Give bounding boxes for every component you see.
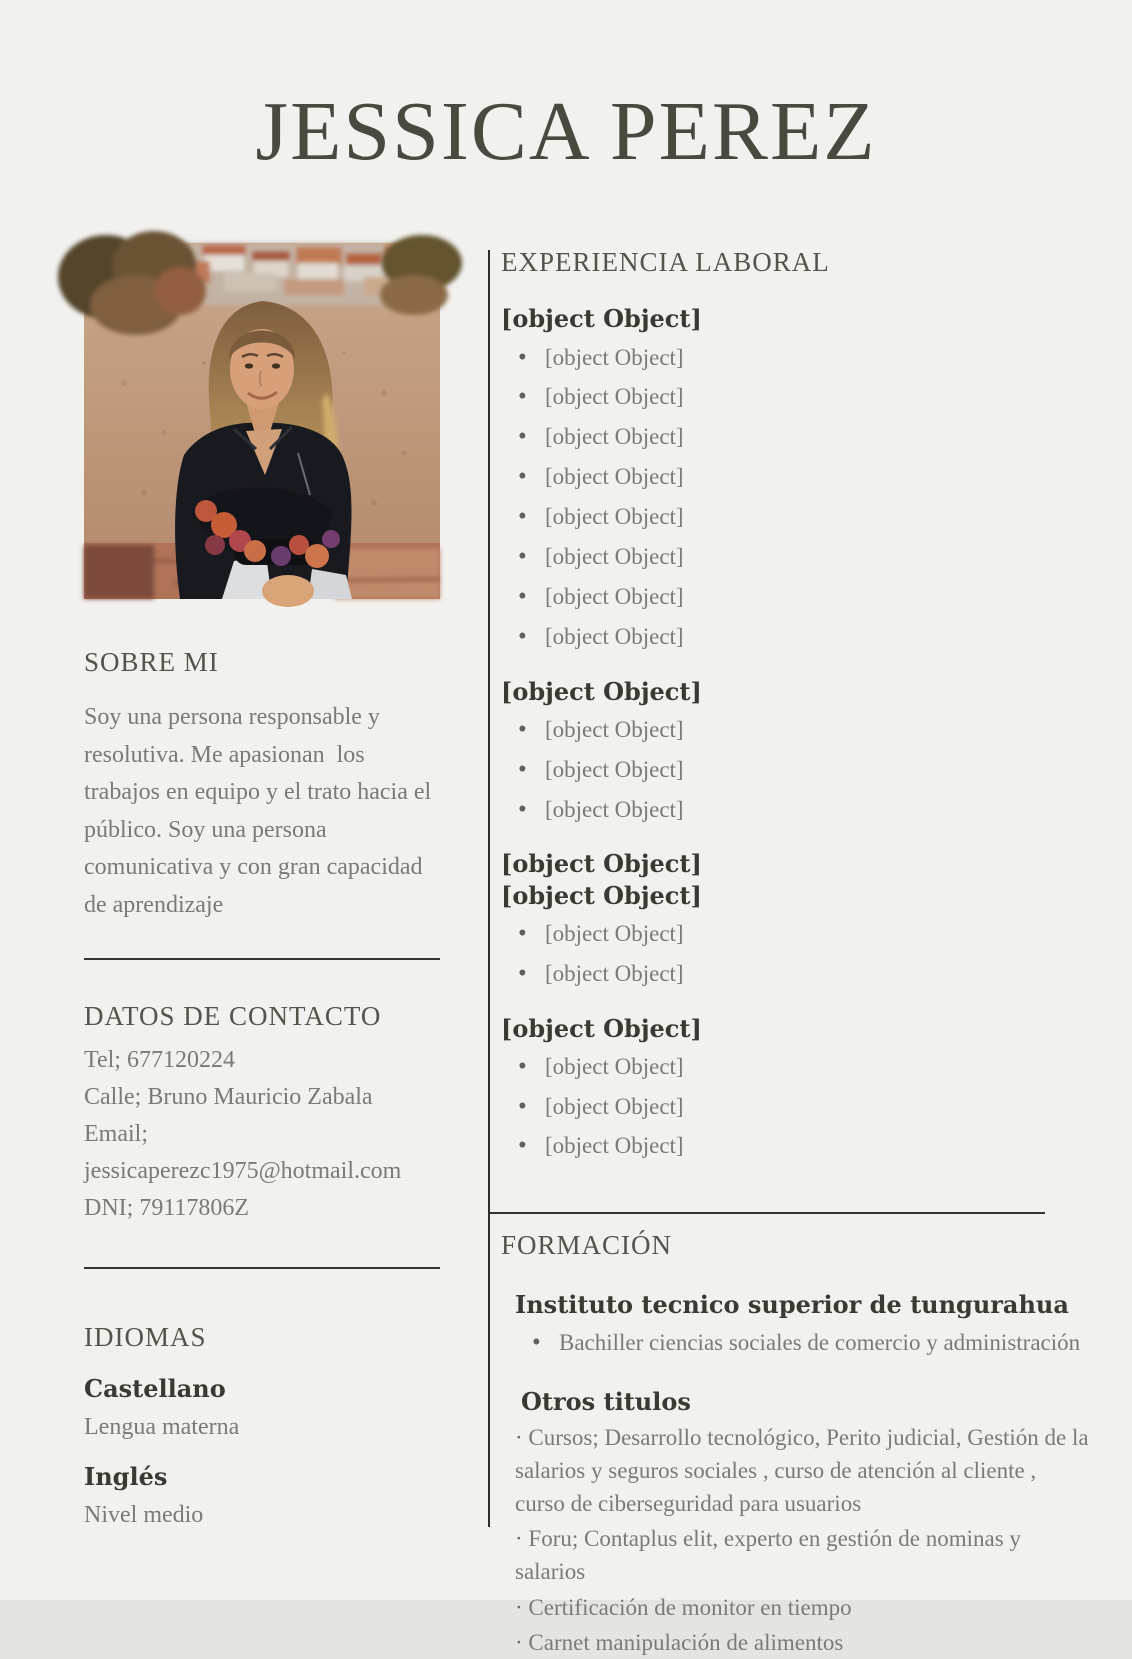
jobs-list (501, 303, 1091, 1163)
middot-icon: · (515, 1424, 523, 1450)
language-item (84, 1462, 440, 1530)
job-bullets (501, 714, 1091, 827)
job-bullet (501, 1051, 1091, 1084)
other-title-item (501, 1522, 1091, 1588)
other-title-item (501, 1626, 1091, 1659)
languages-heading: IDIOMAS (84, 1322, 207, 1353)
bullet-dot-icon: • (518, 503, 527, 531)
job-bullet (501, 1130, 1091, 1163)
contact-line: Calle; Bruno Mauricio Zabala (84, 1084, 373, 1111)
contact-line: Tel; 677120224 (84, 1047, 235, 1074)
education-section (501, 1229, 1095, 1658)
job-bullet-text: [object Object] (545, 1133, 684, 1159)
job-bullet-text: [object Object] (545, 583, 684, 609)
experience-heading: EXPERIENCIA LABORAL (501, 247, 830, 277)
job-bullet-text: [object Object] (545, 1093, 684, 1119)
middot-icon: · (515, 1629, 523, 1655)
contact-list (84, 1042, 440, 1227)
job-bullet-text: [object Object] (545, 1053, 684, 1079)
job-bullet (501, 501, 1091, 534)
left-divider-2 (84, 1267, 440, 1269)
job-bullet (501, 794, 1091, 827)
job-title (501, 848, 1091, 910)
job-bullet-text: [object Object] (545, 344, 684, 370)
experience-section (501, 246, 1091, 1163)
middot-icon: · (515, 1594, 523, 1620)
job-title-line: [object Object] (501, 849, 702, 879)
about-text: Soy una persona responsable y resolutiva. Me apasionan los trabajos en equipo y el trato hacia el público. Soy una persona comunicativa y con gran capacidad de aprendizaje (84, 704, 438, 918)
other-title-text: Foru; Contaplus elit, experto en gestión de nominas y salarios (515, 1526, 1027, 1585)
job-bullet (501, 621, 1091, 654)
job-title (501, 1013, 1091, 1044)
job-bullet-text: [object Object] (545, 796, 684, 822)
bullet-dot-icon: • (518, 423, 527, 451)
language-name: Inglés (84, 1461, 168, 1491)
bullet-dot-icon: • (518, 1052, 527, 1080)
job-title-line: [object Object] (501, 880, 702, 910)
job-bullet-text: [object Object] (545, 960, 684, 986)
job-bullet (501, 342, 1091, 375)
bullet-dot-icon: • (518, 542, 527, 570)
right-divider (489, 1212, 1045, 1214)
profile-photo (84, 243, 440, 599)
job-bullets (501, 342, 1091, 654)
job-bullet-text: [object Object] (545, 623, 684, 649)
job-bullet-text: [object Object] (545, 716, 684, 742)
job-title-line: [object Object] (501, 304, 702, 334)
other-titles-list (501, 1421, 1095, 1659)
job-bullet-text: [object Object] (545, 543, 684, 569)
left-divider-1 (84, 958, 440, 960)
education-bullet (515, 1327, 1091, 1360)
left-column (84, 243, 440, 1530)
job-bullet (501, 1091, 1091, 1124)
contact-section (84, 1000, 440, 1227)
job-bullet (501, 581, 1091, 614)
job-bullet (501, 421, 1091, 454)
column-divider (488, 250, 490, 1527)
other-title-text: Certificación de monitor en tiempo (528, 1594, 852, 1620)
education-school: Instituto tecnico superior de tungurahua (515, 1289, 1069, 1319)
job-bullet-text: [object Object] (545, 756, 684, 782)
other-titles-heading: Otros titulos (521, 1386, 691, 1416)
job-bullet-text: [object Object] (545, 424, 684, 450)
bullet-dot-icon: • (518, 343, 527, 371)
job-bullet-text: [object Object] (545, 464, 684, 490)
contact-line: DNI; 79117806Z (84, 1195, 250, 1222)
job-bullet (501, 918, 1091, 951)
job-bullet-text: [object Object] (545, 920, 684, 946)
bullet-dot-icon: • (518, 582, 527, 610)
job-bullet (501, 714, 1091, 747)
languages-section (84, 1321, 440, 1529)
bullet-dot-icon: • (518, 622, 527, 650)
bullet-dot-icon: • (518, 959, 527, 987)
job-block (501, 848, 1091, 990)
education-bullet-text: Bachiller ciencias sociales de comercio y administración (559, 1329, 1081, 1355)
education-bullets (501, 1327, 1091, 1360)
education-heading: FORMACIÓN (501, 1230, 673, 1261)
page-title: JESSICA PEREZ (255, 85, 877, 178)
language-level: Nivel medio (84, 1501, 204, 1528)
middot-icon: · (515, 1526, 523, 1552)
bullet-dot-icon: • (518, 795, 527, 823)
job-bullet (501, 541, 1091, 574)
job-title-line: [object Object] (501, 1013, 702, 1043)
bullet-dot-icon: • (532, 1328, 541, 1356)
job-title (501, 676, 1091, 707)
bullet-dot-icon: • (518, 463, 527, 491)
job-bullet-text: [object Object] (545, 504, 684, 530)
language-item (84, 1374, 440, 1442)
bullet-dot-icon: • (518, 383, 527, 411)
other-title-item (501, 1591, 1091, 1624)
job-bullet (501, 754, 1091, 787)
job-bullets (501, 918, 1091, 991)
bullet-dot-icon: • (518, 919, 527, 947)
language-name: Castellano (84, 1373, 226, 1403)
profile-photo-illustration (84, 243, 440, 599)
job-title-line: [object Object] (501, 676, 702, 706)
other-title-item (501, 1421, 1095, 1520)
bullet-dot-icon: • (518, 1132, 527, 1160)
languages-list (84, 1374, 440, 1530)
job-bullets (501, 1051, 1091, 1164)
job-block (501, 676, 1091, 827)
bullet-dot-icon: • (518, 1092, 527, 1120)
contact-heading: DATOS DE CONTACTO (84, 1001, 382, 1032)
other-title-text: Carnet manipulación de alimentos (528, 1629, 844, 1655)
about-section (84, 646, 440, 924)
job-block (501, 303, 1091, 653)
job-bullet-text: [object Object] (545, 384, 684, 410)
language-level: Lengua materna (84, 1413, 240, 1440)
job-block (501, 1013, 1091, 1164)
job-title (501, 303, 1091, 334)
bullet-dot-icon: • (518, 755, 527, 783)
right-column (501, 246, 1095, 1659)
bullet-dot-icon: • (518, 715, 527, 743)
about-heading: SOBRE MI (84, 647, 219, 677)
other-title-text: Cursos; Desarrollo tecnológico, Perito judicial, Gestión de la salarios y seguros sociales , curso de atención al cliente , curso de ciberseguridad para usuarios (515, 1424, 1095, 1517)
job-bullet (501, 381, 1091, 414)
contact-line: Email; jessicaperezc1975@hotmail.com (84, 1121, 402, 1185)
job-bullet (501, 461, 1091, 494)
job-bullet (501, 958, 1091, 991)
